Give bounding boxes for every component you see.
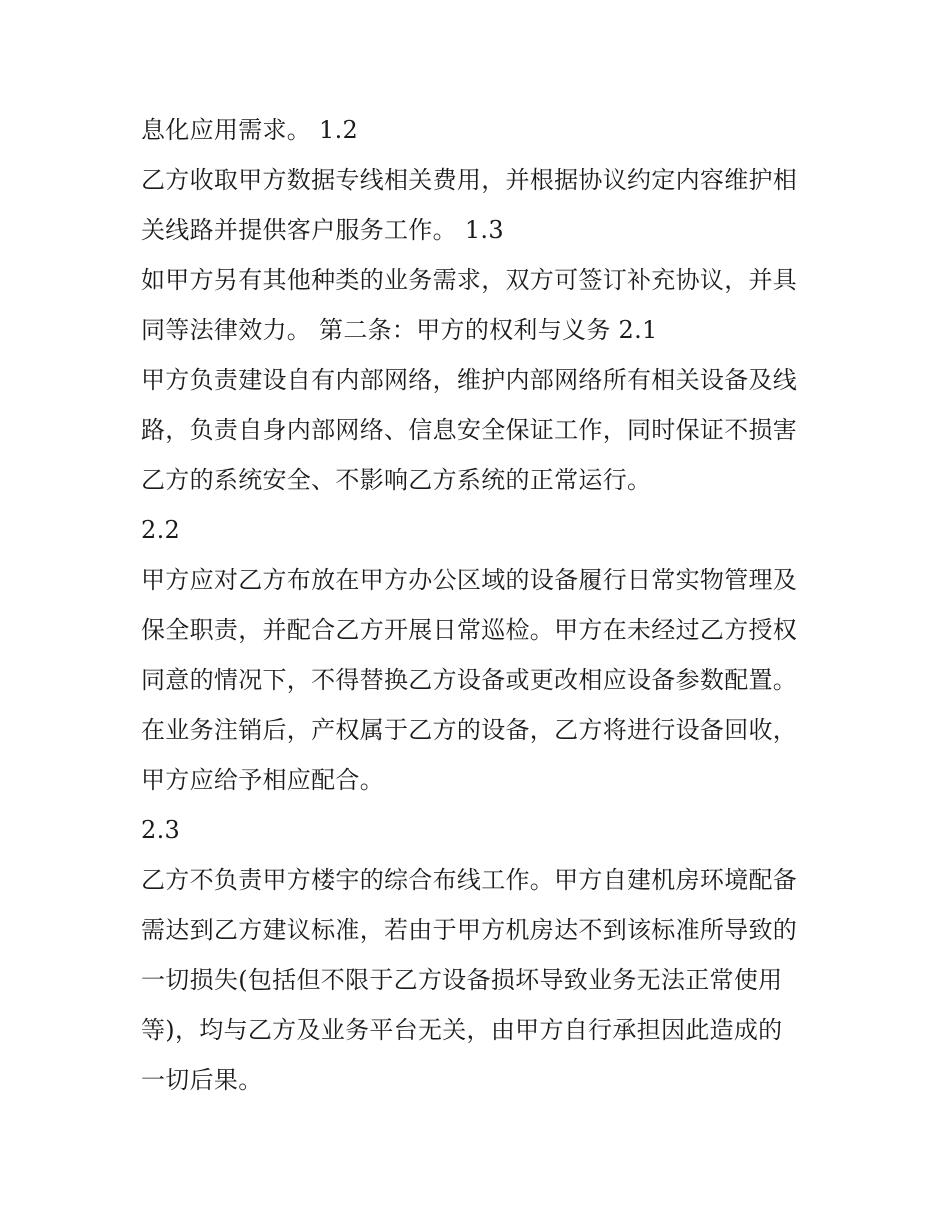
text-line: 乙方不负责甲方楼宇的综合布线工作。甲方自建机房环境配备 <box>141 866 798 894</box>
text-line: 乙方收取甲方数据专线相关费用，并根据协议约定内容维护相 <box>141 166 798 194</box>
text-line: 甲方应给予相应配合。 <box>141 766 384 794</box>
text-line: 一切损失(包括但不限于乙方设备损坏导致业务无法正常使用 <box>141 966 783 994</box>
text-line: 路，负责自身内部网络、信息安全保证工作，同时保证不损害 <box>141 416 798 444</box>
text-line: 乙方的系统安全、不影响乙方系统的正常运行。 <box>141 466 652 494</box>
text-line: 一切后果。 <box>141 1066 263 1094</box>
text-line: 同意的情况下，不得替换乙方设备或更改相应设备参数配置。 <box>141 666 798 694</box>
text-line: 同等法律效力。 第二条：甲方的权利与义务 2.1 <box>141 316 658 344</box>
text-line: 在业务注销后，产权属于乙方的设备，乙方将进行设备回收， <box>141 716 798 744</box>
section-number: 2.3 <box>141 816 181 844</box>
text-line: 甲方应对乙方布放在甲方办公区域的设备履行日常实物管理及 <box>141 566 798 594</box>
text-line: 需达到乙方建议标准，若由于甲方机房达不到该标准所导致的 <box>141 916 798 944</box>
text-line: 保全职责，并配合乙方开展日常巡检。甲方在未经过乙方授权 <box>141 616 798 644</box>
text-line: 甲方负责建设自有内部网络，维护内部网络所有相关设备及线 <box>141 366 798 394</box>
text-line: 息化应用需求。 1.2 <box>141 116 359 144</box>
text-line: 如甲方另有其他种类的业务需求，双方可签订补充协议，并具 <box>141 266 798 294</box>
text-line: 关线路并提供客户服务工作。 1.3 <box>141 216 504 244</box>
section-number: 2.2 <box>141 516 181 544</box>
text-line: 等)，均与乙方及业务平台无关，由甲方自行承担因此造成的 <box>141 1016 783 1044</box>
